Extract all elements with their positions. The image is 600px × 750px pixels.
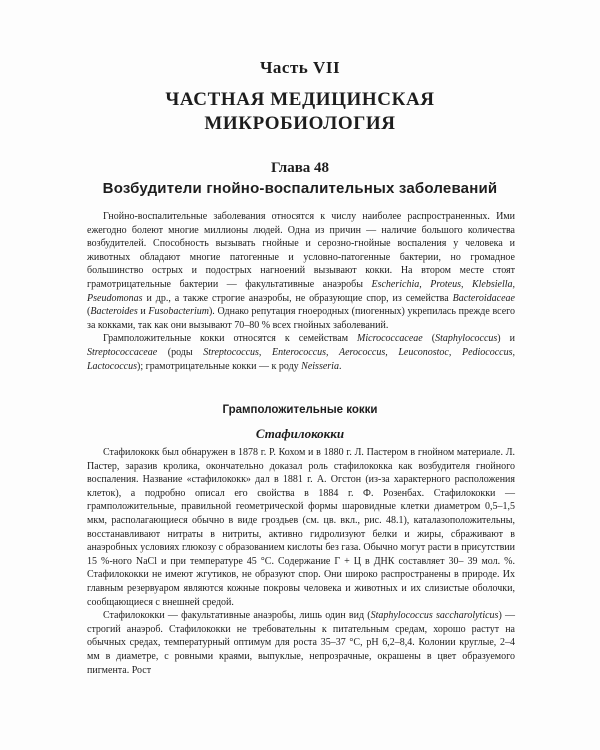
chapter-title: Возбудители гнойно-воспалительных заболеваний (102, 180, 498, 197)
part-title-line-2: МИКРОБИОЛОГИЯ (204, 113, 396, 134)
intro-text (87, 210, 515, 373)
part-title-line-1: ЧАСТНАЯ МЕДИЦИНСКАЯ (165, 89, 435, 110)
staph-paragraph-2: Стафилококки — факультативные анаэробы, лишь один вид (Staphylococcus saccharolyticus) — строгий анаэроб. Стафилококки не требовательны к питательным средам, хорошо растут на обычных средах, температурный оптимум для роста 35–37 °С, рН 6,2–8,4. Колонии круглые, 2–4 мм в диаметре, с ровными краями, выпуклые, непрозрачные, окрашены в цвет образуемого пигмента. Рост (87, 610, 515, 676)
intro-paragraph-1: Гнойно-воспалительные заболевания относятся к числу наиболее распространенных. Ими ежегодно болеют многие миллионы людей. Одна из причин — наличие большого количества возбудителей. Способность вызывать гнойные и серозно-гнойные воспаления у человека и животных обладают многие патогенные и условно-патогенные бактерии, но громадное большинство острых и подострых нагноений вызывают кокки. На втором месте стоят грамотрицательные бактерии — факультативные анаэробы Escherichia, Proteus, Klebsiella, Pseudomonas и др., а также строгие анаэробы, не образующие спор, из семейства Bacteroidaceae (Bacteroides и Fusobacterium). Однако репутация гноеродных (пиогенных) укрепилась прежде всего за кокками, так как они вызывают 70–80 % всех гнойных заболеваний. (87, 211, 516, 331)
part-label: Часть VII (259, 58, 341, 77)
subsection-heading: Стафилококки (255, 426, 345, 441)
chapter-label: Глава 48 (270, 160, 330, 176)
section-heading: Грамположительные кокки (222, 404, 378, 416)
part-title (0, 88, 600, 136)
staphylococci-text (87, 446, 515, 677)
staph-paragraph-1: Стафилококк был обнаружен в 1878 г. Р. Кохом и в 1880 г. Л. Пастером в гнойном материале. Л. Пастер, заразив кролика, окончательно доказал роль стафилококка как возбудителя гнойного воспаления. Название «стафилококк» дал в 1881 г. А. Огстон (из-за характерного расположения клеток), а подробно описал его свойства в 1884 г. Ф. Розенбах. Стафилококки — грамположительные, правильной геометрической формы шаровидные клетки диаметром 0,5–1,5 мкм, располагающиеся обычно в виде гроздьев (см. цв. вкл., рис. 48.1), каталазоположительны, восстанавливают нитраты в нитриты, активно гидролизуют белки и жиры, сбраживают в анаэробных условиях глюкозу с образованием кислоты без газа. Обычно могут расти в присутствии 15 %-ного NaCl и при температуре 45 °С. Содержание Г + Ц в ДНК составляет 30– 39 мол. %. Стафилококки не имеют жгутиков, не образуют спор. Они широко распространены в природе. Их главным резервуаром являются кожные покровы человека и животных и их слизистые оболочки, сообщающиеся с внешней средой. (87, 447, 515, 608)
intro-paragraph-2: Грамположительные кокки относятся к семействам Micrococcaceae (Staphylococcus) и Streptococcaceae (роды Streptococcus, Enterococcus, Aerococcus, Leuconostoc, Pediococcus, Lactococcus); грамотрицательные кокки — к роду Neisseria. (87, 333, 515, 372)
